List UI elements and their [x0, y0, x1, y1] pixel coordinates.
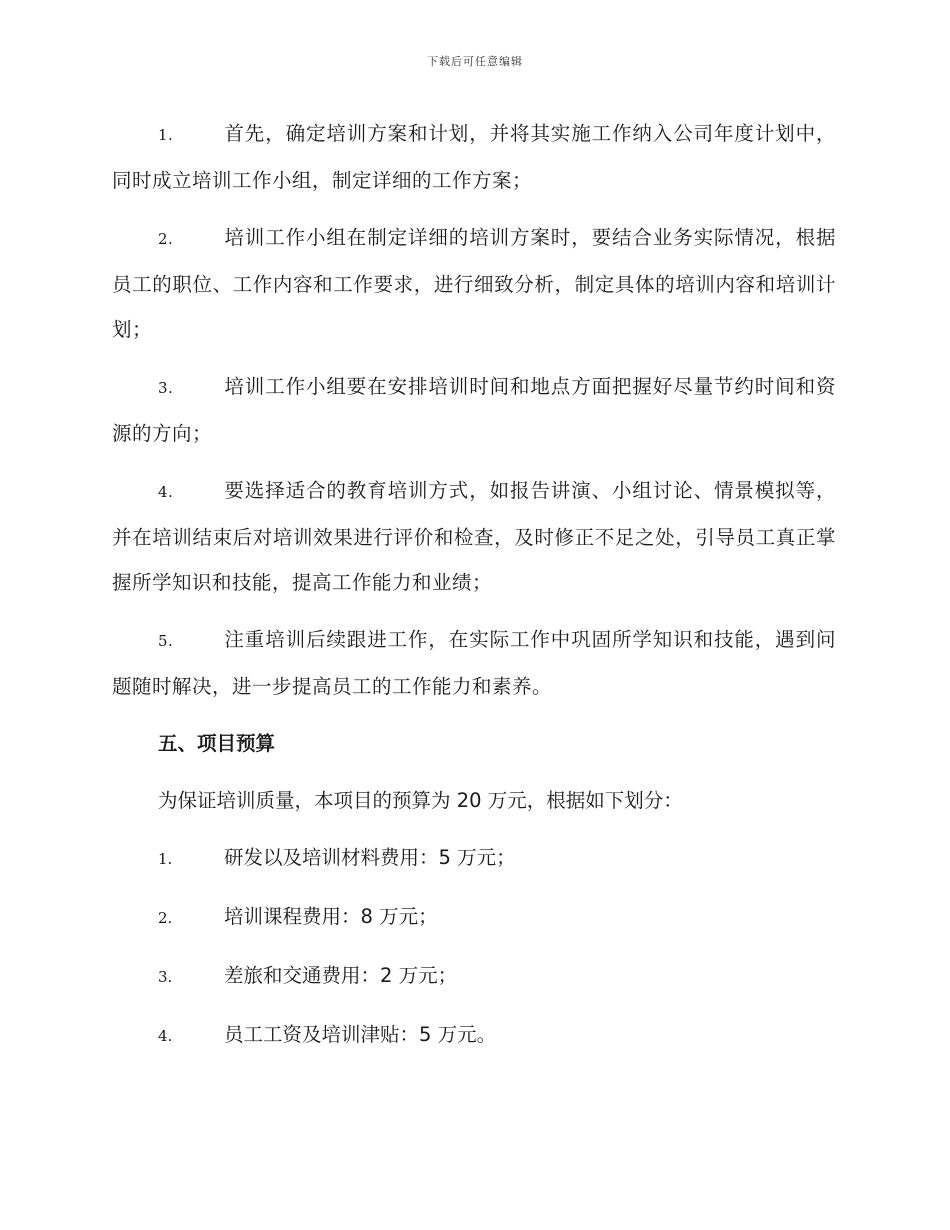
page-header: 下载后可任意编辑	[427, 55, 523, 68]
budget-number: 4.	[158, 1027, 173, 1045]
budget-number: 2.	[158, 909, 173, 927]
step-item-3	[112, 364, 836, 456]
step-item-1	[112, 111, 836, 203]
budget-intro: 为保证培训质量，本项目的预算为 20 万元，根据如下划分：	[158, 789, 683, 812]
step-text: 要选择适合的教育培训方式，如报告讲演、小组讨论、情景模拟等，并在培训结束后对培训效果进行评价和检查，及时修正不足之处，引导员工真正掌握所学知识和技能，提高工作能力和业绩；	[112, 479, 836, 594]
budget-item-1	[112, 835, 836, 882]
step-number: 3.	[158, 379, 174, 397]
step-text: 首先，确定培训方案和计划，并将其实施工作纳入公司年度计划中，同时成立培训工作小组，制定详细的工作方案；	[112, 122, 836, 192]
step-number: 1.	[158, 126, 174, 144]
document-body	[112, 111, 836, 1071]
step-number: 4.	[158, 483, 174, 501]
budget-item-4	[112, 1012, 836, 1059]
step-number: 5.	[158, 632, 174, 650]
step-text: 培训工作小组要在安排培训时间和地点方面把握好尽量节约时间和资源的方向；	[112, 375, 836, 445]
step-text: 培训工作小组在制定详细的培训方案时，要结合业务实际情况，根据员工的职位、工作内容和工作要求，进行细致分析，制定具体的培训内容和培训计划；	[112, 226, 836, 341]
step-text: 注重培训后续跟进工作，在实际工作中巩固所学知识和技能，遇到问题随时解决，进一步提高员工的工作能力和素养。	[112, 628, 836, 698]
budget-number: 3.	[158, 968, 173, 986]
section-heading-budget: 五、项目预算	[158, 732, 276, 755]
step-item-5	[112, 617, 836, 709]
budget-text: 培训课程费用：8 万元；	[224, 905, 438, 928]
budget-item-3	[112, 953, 836, 1000]
budget-number: 1.	[158, 850, 173, 868]
budget-item-2	[112, 894, 836, 941]
step-item-2	[112, 215, 836, 352]
budget-text: 研发以及培训材料费用：5 万元；	[224, 846, 516, 869]
step-item-4	[112, 468, 836, 605]
budget-text: 员工工资及培训津贴：5 万元。	[224, 1023, 497, 1046]
budget-text: 差旅和交通费用：2 万元；	[224, 964, 458, 987]
step-number: 2.	[158, 230, 174, 248]
